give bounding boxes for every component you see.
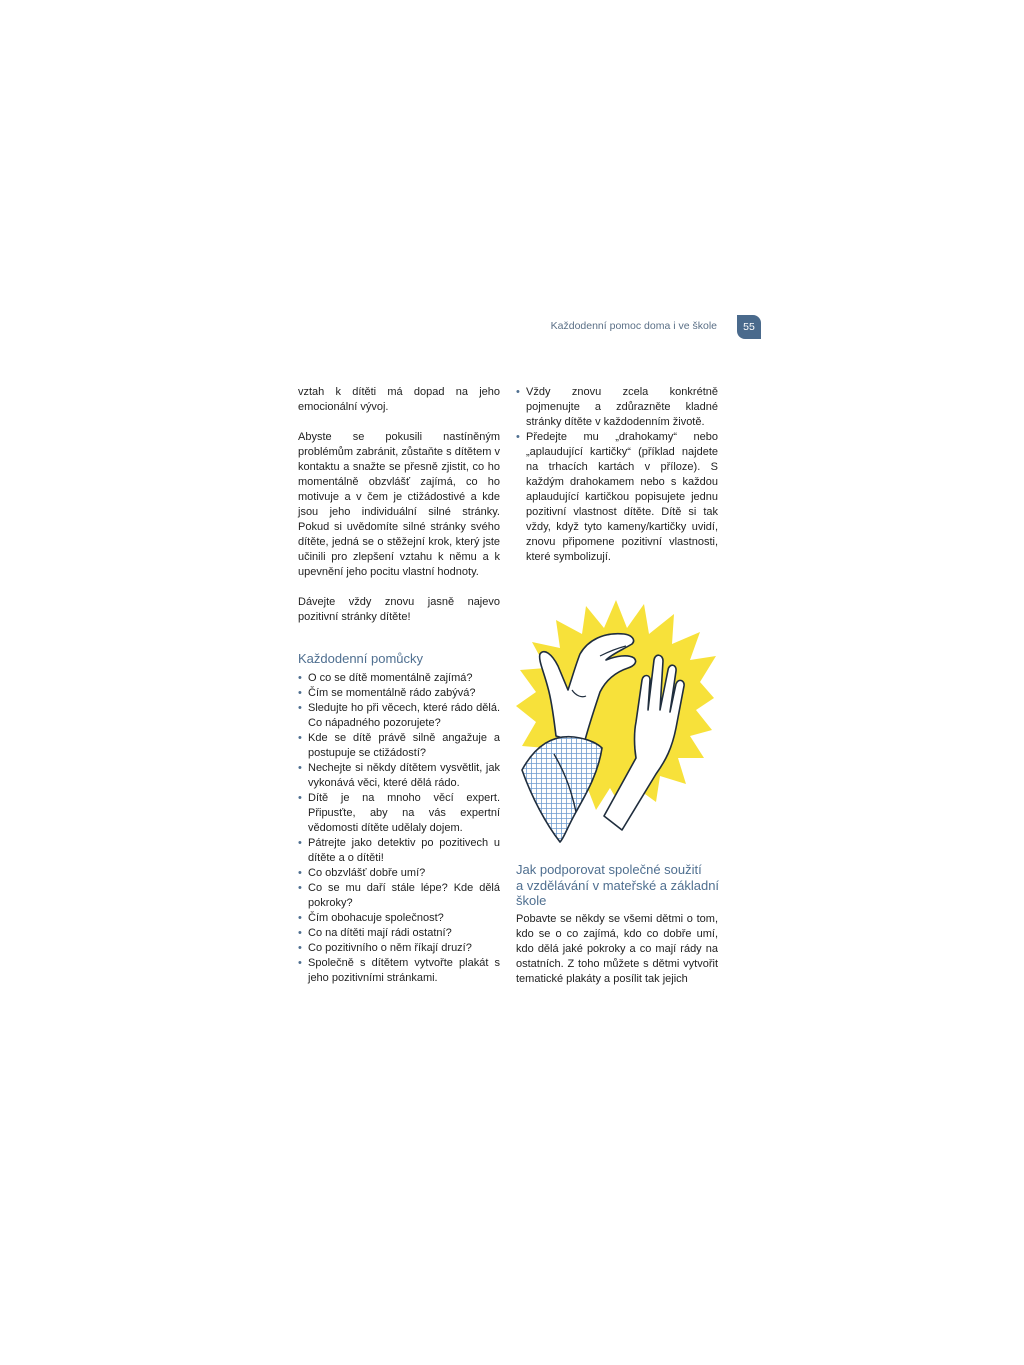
list-item: • Co na dítěti mají rádi ostatní? <box>298 926 500 941</box>
list-item: • Čím obohacuje společnost? <box>298 911 500 926</box>
heading-line: Jak podporovat společné soužití <box>516 862 702 877</box>
high-five-hands-icon <box>516 598 716 843</box>
paragraph-2: Abyste se pokusili nastíněným problémům zabránit, zůstaňte s dítětem v kontaktu a snažte se přesně zjistit, co ho momentálně obzvlášť zajímá, co ho motivuje a v čem je ctižádostivé a kde jsou jeho individuální silné stránky. Pokud si uvědomíte silné stránky svého dítěte, jedná se o stěžejní krok, který jste učinili pro zlepšení vztahu k němu a k upevnění jeho pocitu vlastní hodnoty. <box>298 431 500 578</box>
left-column <box>298 385 500 986</box>
list-item: • Pátrejte jako detektiv po pozitivech u dítěte a o dítěti! <box>298 836 500 866</box>
list-item: • Vždy znovu zcela konkrétně pojmenujte a zdůrazněte kladné stránky dítěte v každodenním životě. <box>516 385 718 430</box>
strengths-list <box>516 385 718 565</box>
list-item: • O co se dítě momentálně zajímá? <box>298 671 500 686</box>
daily-aids-list <box>298 671 500 986</box>
list-item: • Sledujte ho při věcech, které rádo dělá. Co nápadného pozorujete? <box>298 701 500 731</box>
list-item: • Předejte mu „drahokamy“ nebo „aplaudující kartičky“ (příklad najdete na trhacích kartách v příloze). S každým drahokamem nebo s každou aplaudující kartičkou popisujete jednu pozitivní vlastnost dítěte. Dítě si tak vždy, když tyto kameny/kartičky uvidí, znovu připomene pozitivní vlastnosti, které symbolizují. <box>516 430 718 565</box>
page-number-badge: 55 <box>737 315 761 339</box>
section-heading-daily-aids: Každodenní pomůcky <box>298 651 424 666</box>
list-item: • Co se mu daří stále lépe? Kde dělá pokroky? <box>298 881 500 911</box>
heading-line: škole <box>516 893 547 908</box>
section-heading-coexistence <box>516 862 726 909</box>
list-item: • Kde se dítě právě silně angažuje a postupuje se ctižádostí? <box>298 731 500 761</box>
coexistence-paragraph: Pobavte se někdy se všemi dětmi o tom, kdo se o co zajímá, kdo co dobře umí, kdo dělá jaké pokroky a co mají rády na ostatních. Z toho můžete s dětmi vytvořit tematické plakáty a posílit tak jejich <box>516 913 718 985</box>
right-column <box>516 385 718 565</box>
list-item: • Co pozitivního o něm říkají druzí? <box>298 941 500 956</box>
list-item: • Společně s dítětem vytvořte plakát s jeho pozitivními stránkami. <box>298 956 500 986</box>
list-item: • Dítě je na mnoho věcí expert. Připusťte, aby na vás expertní vědomosti dítěte udělaly dojem. <box>298 791 500 836</box>
paragraph-3: Dávejte vždy znovu jasně najevo pozitivní stránky dítěte! <box>298 596 500 623</box>
heading-line: a vzdělávání v mateřské a základní <box>516 877 720 893</box>
list-item: • Co obzvlášť dobře umí? <box>298 866 500 881</box>
list-item: • Nechejte si někdy dítětem vysvětlit, jak vykonává věci, které dělá rádo. <box>298 761 500 791</box>
paragraph-1: vztah k dítěti má dopad na jeho emocionální vývoj. <box>298 386 500 413</box>
running-title: Každodenní pomoc doma i ve škole <box>550 320 717 332</box>
list-item: • Čím se momentálně rádo zabývá? <box>298 686 500 701</box>
